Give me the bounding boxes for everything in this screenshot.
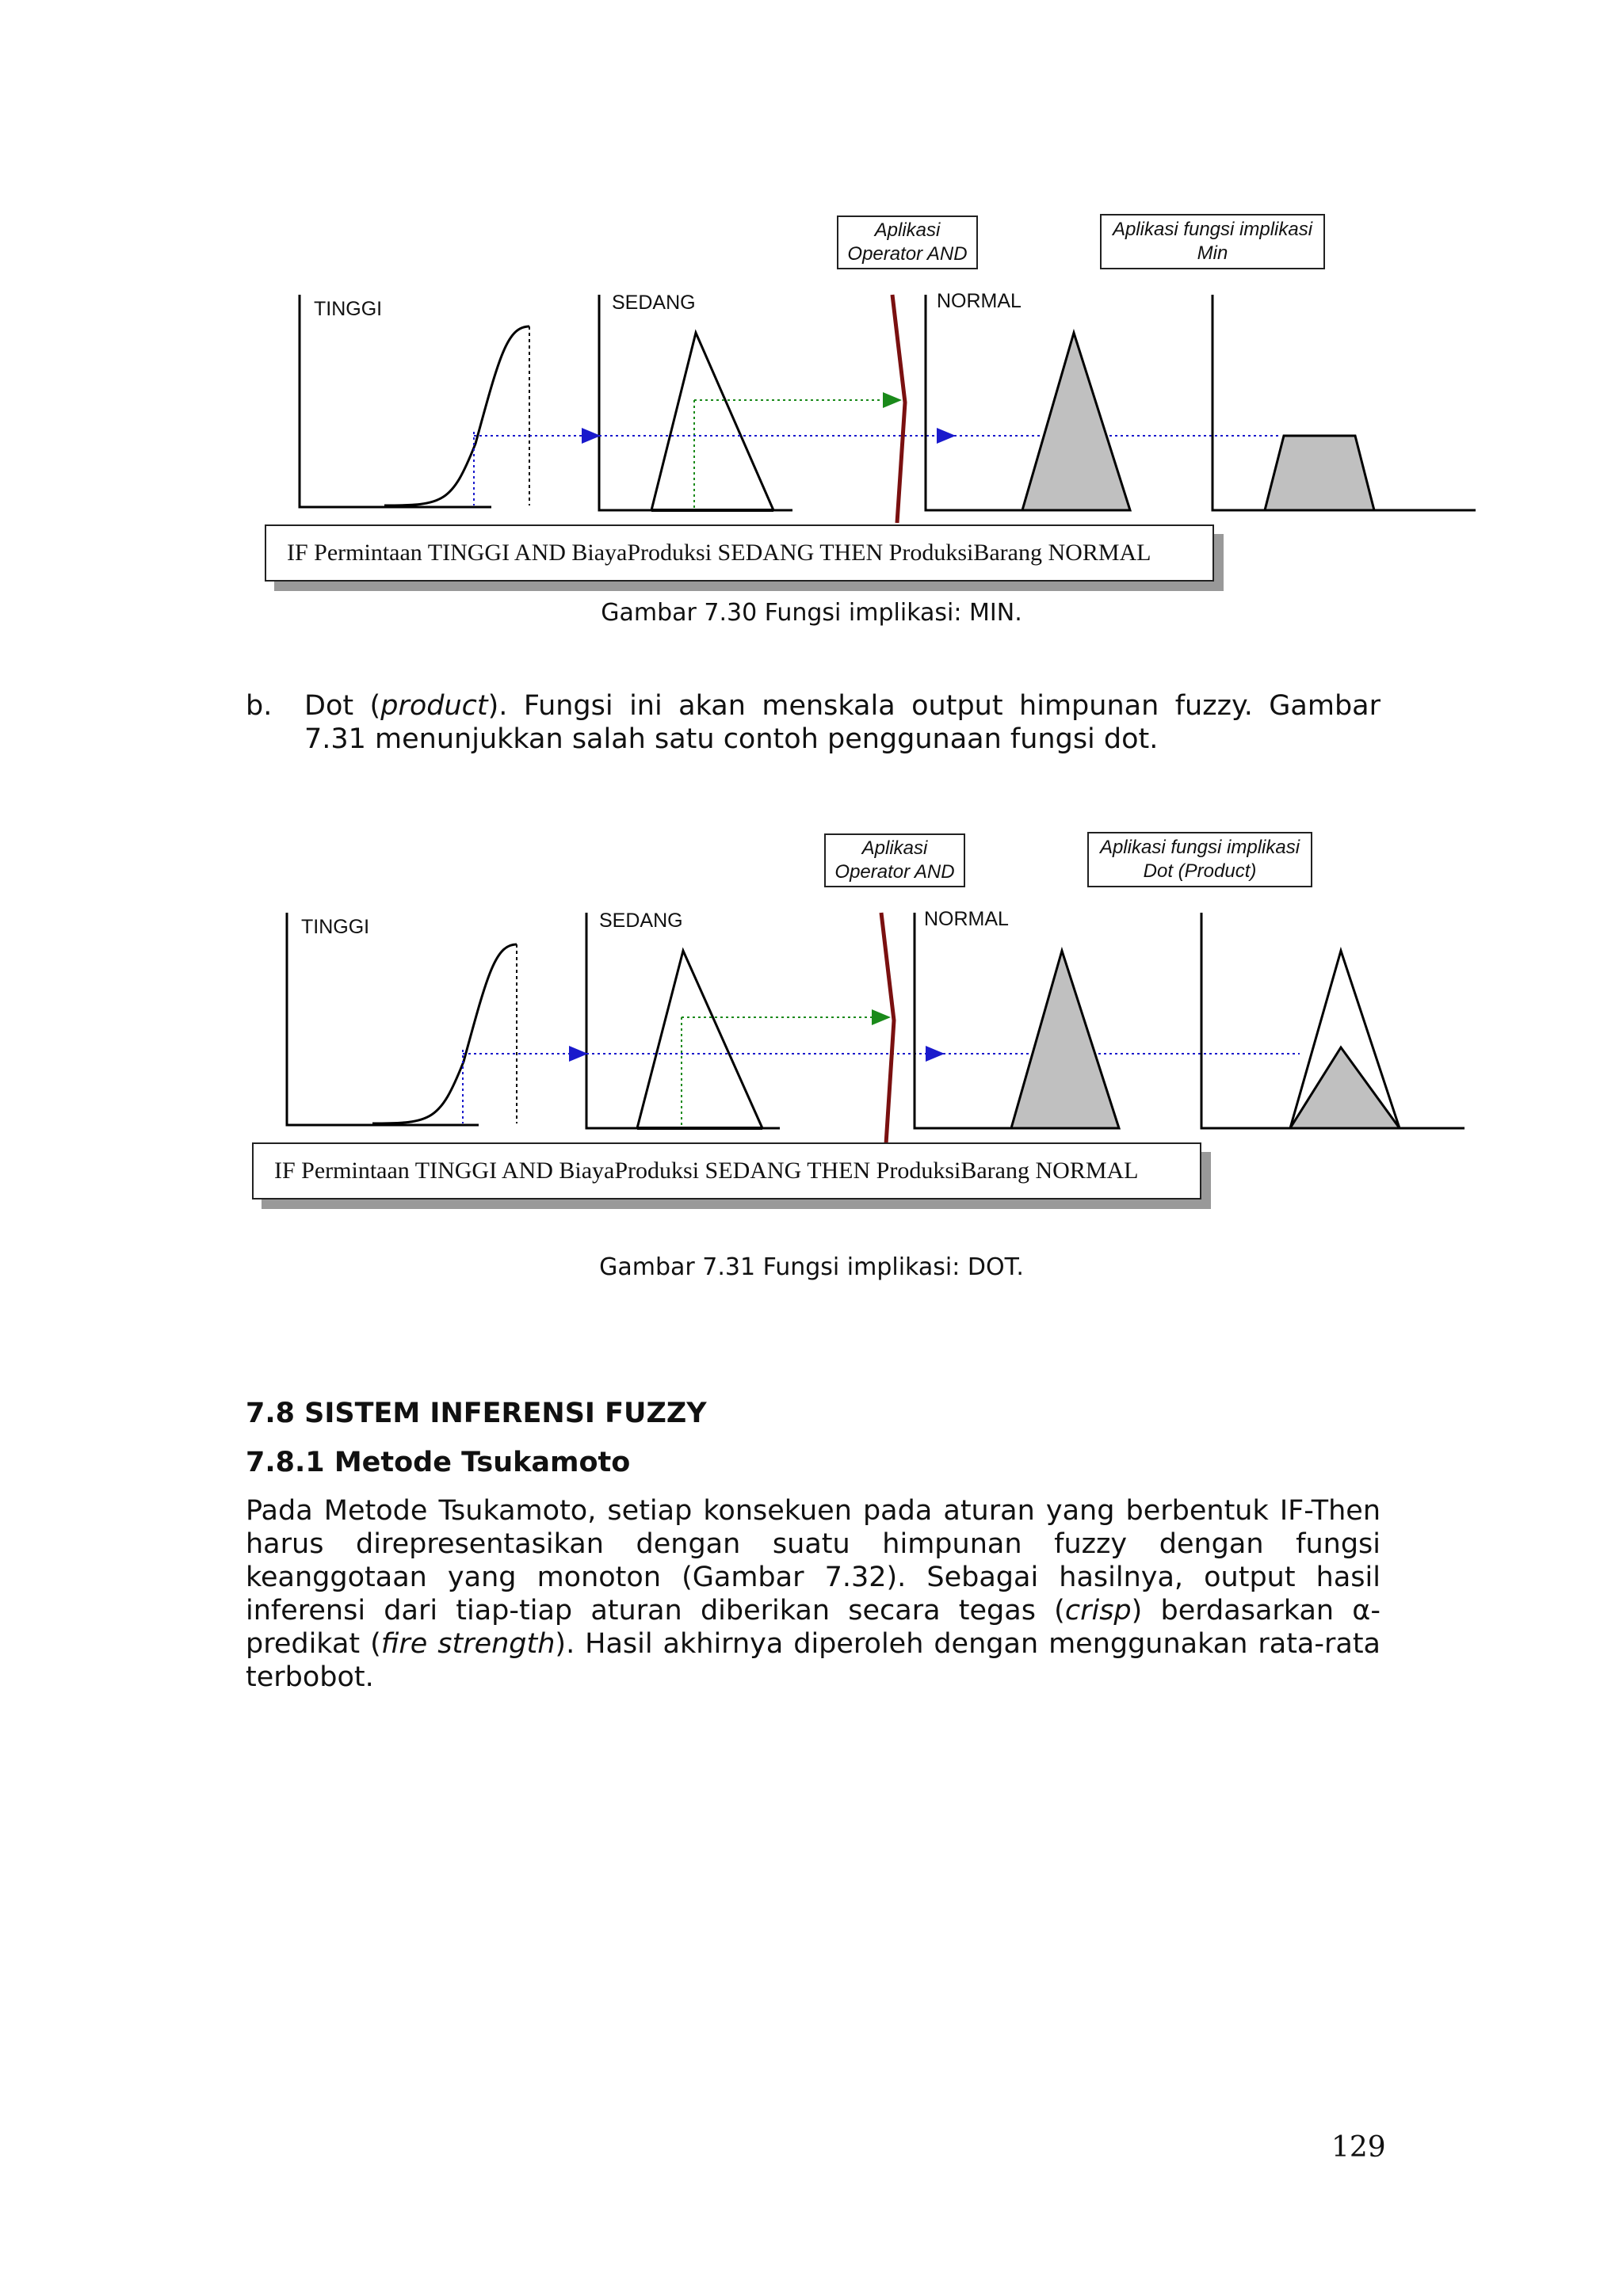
label-tinggi-2: TINGGI <box>301 916 370 938</box>
impl-box-2-line2: Dot (Product) <box>1143 860 1257 882</box>
caption-figure-731: Gambar 7.31 Fungsi implikasi: DOT. <box>599 1253 1024 1281</box>
label-normal-2: NORMAL <box>924 908 1009 930</box>
section-heading: 7.8 SISTEM INFERENSI FUZZY <box>246 1398 707 1429</box>
para-part3: ). Hasil akhirnya diperoleh dengan menggunakan rata-rata terbobot. <box>246 1628 1381 1693</box>
and-box-2-line1: Aplikasi <box>861 837 928 859</box>
page-number: 129 <box>1331 2131 1386 2164</box>
result-dot-chart <box>1201 913 1465 1128</box>
list-b-term-italic: product <box>380 690 488 722</box>
and-operator-line <box>892 295 905 523</box>
list-b-text: ). Fungsi ini akan menskala output himpunan fuzzy. Gambar 7.31 menunjukkan salah satu contoh penggunaan fungsi dot. <box>304 690 1381 755</box>
normal-chart <box>926 295 1130 510</box>
and-box-line1: Aplikasi <box>874 219 941 241</box>
and-box-line2: Operator AND <box>847 243 968 265</box>
rule-box <box>265 524 1214 582</box>
impl-box-line1: Aplikasi fungsi implikasi <box>1112 219 1313 240</box>
list-b-term: Dot <box>304 690 354 722</box>
and-operator-line-2 <box>881 913 894 1144</box>
and-box-2-line2: Operator AND <box>834 861 955 883</box>
label-sedang: SEDANG <box>612 292 696 314</box>
list-marker-b: b. <box>246 690 273 722</box>
subsection-heading: 7.8.1 Metode Tsukamoto <box>246 1447 631 1478</box>
tinggi-chart <box>300 295 529 507</box>
implication-box-2 <box>1087 832 1312 887</box>
rule-text: IF Permintaan TINGGI AND BiayaProduksi SEDANG THEN ProduksiBarang NORMAL <box>287 540 1151 566</box>
caption-figure-730: Gambar 7.30 Fungsi implikasi: MIN. <box>601 599 1022 627</box>
sedang-chart-2 <box>586 913 780 1128</box>
rule-text-2: IF Permintaan TINGGI AND BiayaProduksi SEDANG THEN ProduksiBarang NORMAL <box>274 1158 1139 1184</box>
list-item-b: Dot (product). Fungsi ini akan menskala output himpunan fuzzy. Gambar 7.31 menunjukkan salah satu contoh penggunaan fungsi dot. <box>304 690 1381 755</box>
result-min-chart <box>1212 295 1476 510</box>
implication-box <box>1100 214 1325 269</box>
tsukamoto-paragraph <box>246 1494 1381 1694</box>
label-sedang-2: SEDANG <box>599 910 683 932</box>
label-tinggi: TINGGI <box>314 298 383 320</box>
impl-box-line2: Min <box>1197 242 1228 264</box>
normal-chart-2 <box>915 913 1119 1128</box>
figure-dot <box>0 824 1623 1212</box>
rule-box-2 <box>252 1142 1201 1199</box>
tinggi-chart-2 <box>287 913 517 1125</box>
figure-min <box>0 206 1623 594</box>
and-operator-box <box>837 215 978 269</box>
para-crisp: crisp <box>1064 1595 1132 1627</box>
impl-box-2-line1: Aplikasi fungsi implikasi <box>1099 837 1300 858</box>
para-part2: ) berdasarkan α-predikat ( <box>246 1595 1381 1660</box>
and-operator-box-2 <box>824 833 965 887</box>
para-part1: Pada Metode Tsukamoto, setiap konsekuen pada aturan yang berbentuk IF-Then harus direpresentasikan dengan suatu himpunan fuzzy dengan fungsi keanggotaan yang monoton (Gambar 7.32). Sebagai hasilnya, output hasil inferensi dari tiap-tiap aturan diberikan secara tegas ( <box>246 1495 1381 1627</box>
sedang-chart <box>599 295 792 510</box>
label-normal: NORMAL <box>937 290 1022 312</box>
para-fire-strength: fire strength <box>380 1628 556 1660</box>
